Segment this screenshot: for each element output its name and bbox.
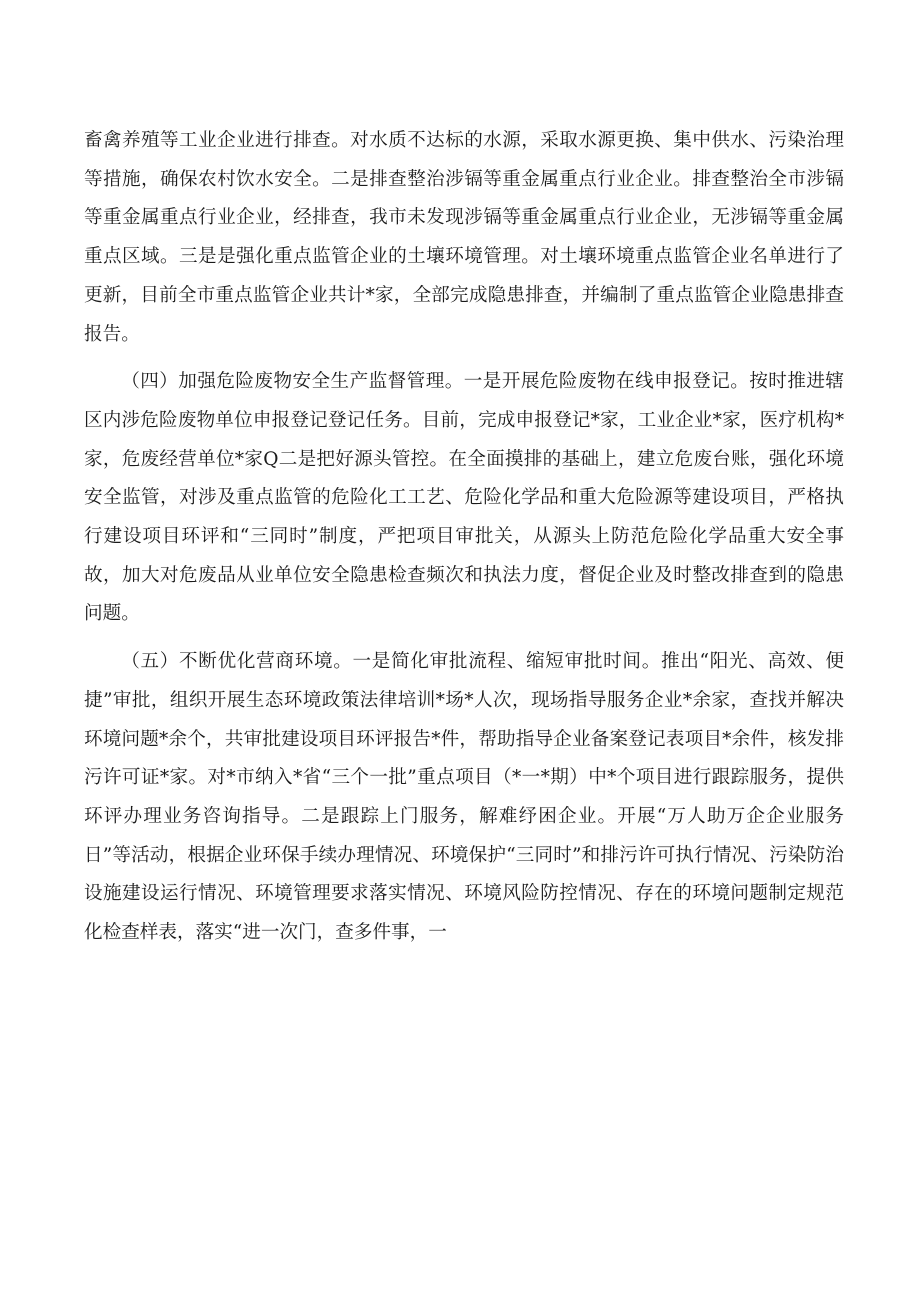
paragraph-hazardous-waste: （四）加强危险废物安全生产监督管理。一是开展危险废物在线申报登记。按时推进辖区内涉危险废物单位申报登记登记任务。目前，完成申报登记*家，工业企业*家，医疗机构*家，危废经营单位*家Q二是把好源头管控。在全面摸排的基础上，建立危废台账，强化环境安全监管，对涉及重点监管的危险化工工艺、危险化学品和重大危险源等建设项目，严格执行建设项目环评和“三同时”制度，严把项目审批关，从源头上防范危险化学品重大安全事故，加大对危废品从业单位安全隐患检查频次和执法力度，督促企业及时整改排查到的隐患问题。 — [84, 371, 844, 625]
document-page — [84, 122, 844, 953]
paragraph-continuation: 畜禽养殖等工业企业进行排查。对水质不达标的水源，采取水源更换、集中供水、污染治理等措施，确保农村饮水安全。二是排查整治涉镉等重金属重点行业企业。排查整治全市涉镉等重金属重点行业企业，经排查，我市未发现涉镉等重金属重点行业企业，无涉镉等重金属重点区域。三是是强化重点监管企业的土壤环境管理。对土壤环境重点监管企业名单进行了更新，目前全市重点监管企业共计*家，全部完成隐患排查，并编制了重点监管企业隐患排查报告。 — [84, 130, 844, 345]
paragraph-business-environment: （五）不断优化营商环境。一是简化审批流程、缩短审批时间。推出“阳光、高效、便捷”审批，组织开展生态环境政策法律培训*场*人次，现场指导服务企业*余家，查找并解决环境问题*余个，共审批建设项目环评报告*件，帮助指导企业备案登记表项目*余件，核发排污许可证*家。对*市纳入*省“三个一批”重点项目（*一*期）中*个项目进行跟踪服务，提供环评办理业务咨询指导。二是跟踪上门服务，解难纾困企业。开展“万人助万企企业服务日”等活动，根据企业环保手续办理情况、环境保护“三同时”和排污许可执行情况、污染防治设施建设运行情况、环境管理要求落实情况、环境风险防控情况、存在的环境问题制定规范化检查样表，落实“进一次门，查多件事，一 — [84, 651, 844, 944]
